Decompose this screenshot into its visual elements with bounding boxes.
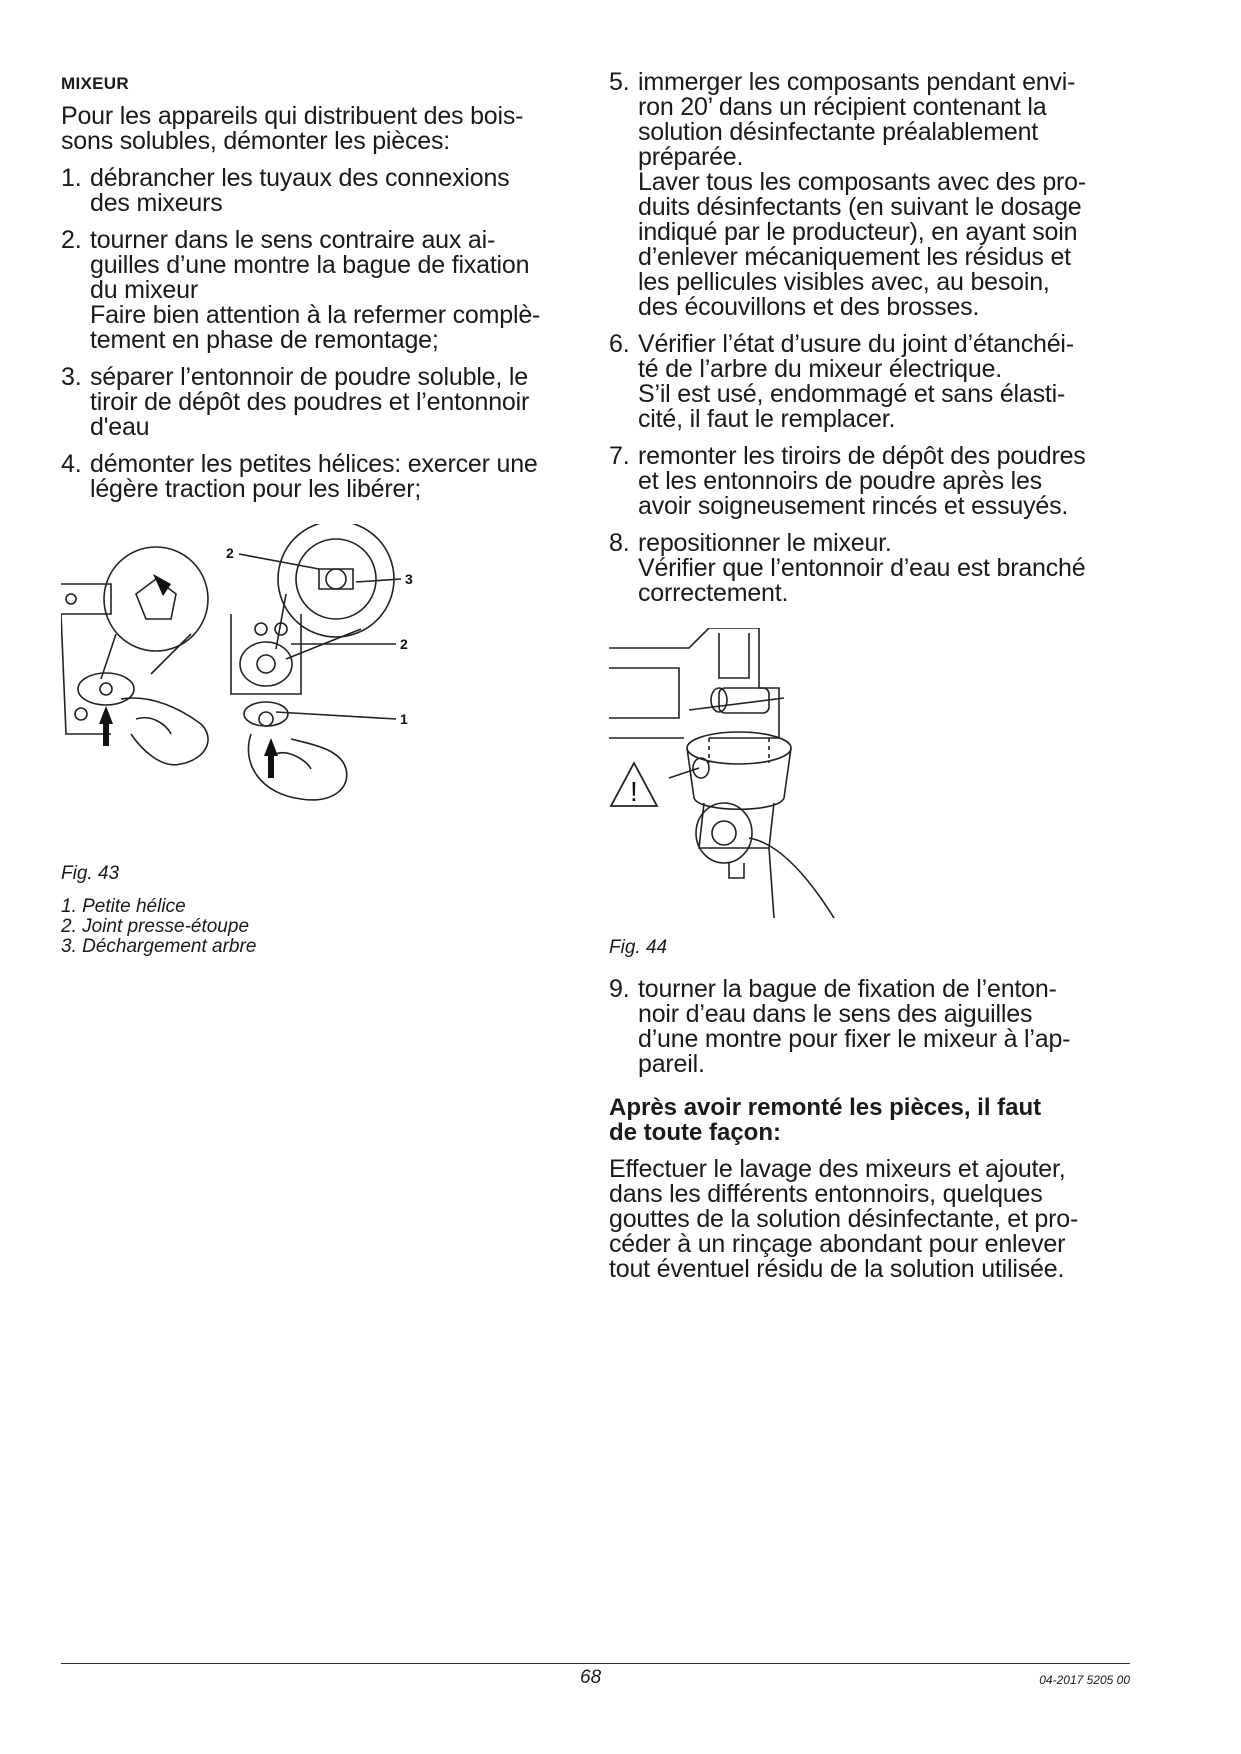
callout-label: 2 — [226, 545, 234, 561]
step-9 — [609, 977, 1139, 1077]
figure-caption: Fig. 44 — [609, 937, 668, 958]
step-number: 6. — [609, 330, 630, 358]
step-5 — [609, 70, 1139, 320]
step-text: tourner la bague de fixation de l’enton- noir d’eau dans le sens des aiguilles d’une montre pour fixer le mixeur à l’ap- pareil. — [638, 975, 1071, 1078]
step-number: 3. — [61, 363, 82, 391]
figure-43 — [61, 524, 586, 957]
right-column — [609, 70, 1139, 1294]
step-text: démonter les petites hélices: exercer une légère traction pour les libérer; — [90, 450, 538, 503]
warning-icon — [611, 763, 657, 807]
warning-symbol: ! — [630, 776, 638, 807]
step-text: séparer l’entonnoir de poudre soluble, le tiroir de dépôt des poudres et l’entonnoir d'eau — [90, 363, 530, 441]
page-number: 68 — [580, 1667, 602, 1688]
legend-item: 2. Joint presse-étoupe — [61, 916, 250, 937]
step-text: Vérifier l’état d’usure du joint d’étanchéi- té de l’arbre du mixeur électrique. S’il est usé, endommagé et sans élasti- cité, il faut le remplacer. — [638, 330, 1074, 433]
intro-paragraph: Pour les appareils qui distribuent des bois- sons solubles, démonter les pièces: — [61, 102, 524, 155]
legend-item: 1. Petite hélice — [61, 896, 186, 917]
step-number: 7. — [609, 442, 630, 470]
figure-legend — [61, 897, 586, 957]
step-text: immerger les composants pendant envi- ron 20’ dans un récipient contenant la solution désinfectante préalablement préparée. Laver tous les composants avec des pro- duits désinfectants (en suivant le dosage indiqué par le producteur), en ayant soin d’enlever mécaniquement les résidus et les pellicules visibles avec, au besoin, des écouvillons et des brosses. — [638, 68, 1086, 321]
mixer-disassembly-illustration — [61, 524, 441, 844]
step-text: repositionner le mixeur. Vérifier que l’entonnoir d’eau est branché correctement. — [638, 529, 1086, 607]
figure-44 — [609, 628, 1139, 959]
step-6 — [609, 332, 1139, 432]
step-number: 5. — [609, 68, 630, 96]
callout-label: 2 — [400, 636, 408, 652]
mixer-reassembly-illustration — [609, 628, 849, 918]
left-column — [61, 70, 586, 957]
callout-label: 1 — [400, 711, 408, 727]
step-3 — [61, 365, 586, 440]
step-number: 1. — [61, 164, 82, 192]
final-paragraph: Effectuer le lavage des mixeurs et ajouter, dans les différents entonnoirs, quelques gouttes de la solution désinfectante, et pro- céder à un rinçage abondant pour enlever tout éventuel résidu de la solution utilisée. — [609, 1155, 1079, 1283]
step-7 — [609, 444, 1139, 519]
bold-note: Après avoir remonté les pièces, il faut de toute façon: — [609, 1094, 1042, 1146]
step-text: débrancher les tuyaux des connexions des mixeurs — [90, 164, 510, 217]
document-code: 04-2017 5205 00 — [1039, 1673, 1130, 1687]
step-number: 4. — [61, 450, 82, 478]
section-title: MIXEUR — [61, 74, 129, 93]
step-2 — [61, 228, 586, 353]
step-1 — [61, 166, 586, 216]
figure-caption: Fig. 43 — [61, 863, 120, 884]
step-number: 9. — [609, 975, 630, 1003]
footer-divider — [61, 1663, 1130, 1664]
step-text: remonter les tiroirs de dépôt des poudres et les entonnoirs de poudre après les avoir soigneusement rincés et essuyés. — [638, 442, 1086, 520]
step-number: 2. — [61, 226, 82, 254]
step-4 — [61, 452, 586, 502]
callout-label: 3 — [405, 571, 413, 587]
step-8 — [609, 531, 1139, 606]
legend-item: 3. Déchargement arbre — [61, 936, 257, 957]
step-number: 8. — [609, 529, 630, 557]
step-text: tourner dans le sens contraire aux ai- guilles d’une montre la bague de fixation du mixeur Faire bien attention à la refermer complè- tement en phase de remontage; — [90, 226, 541, 354]
